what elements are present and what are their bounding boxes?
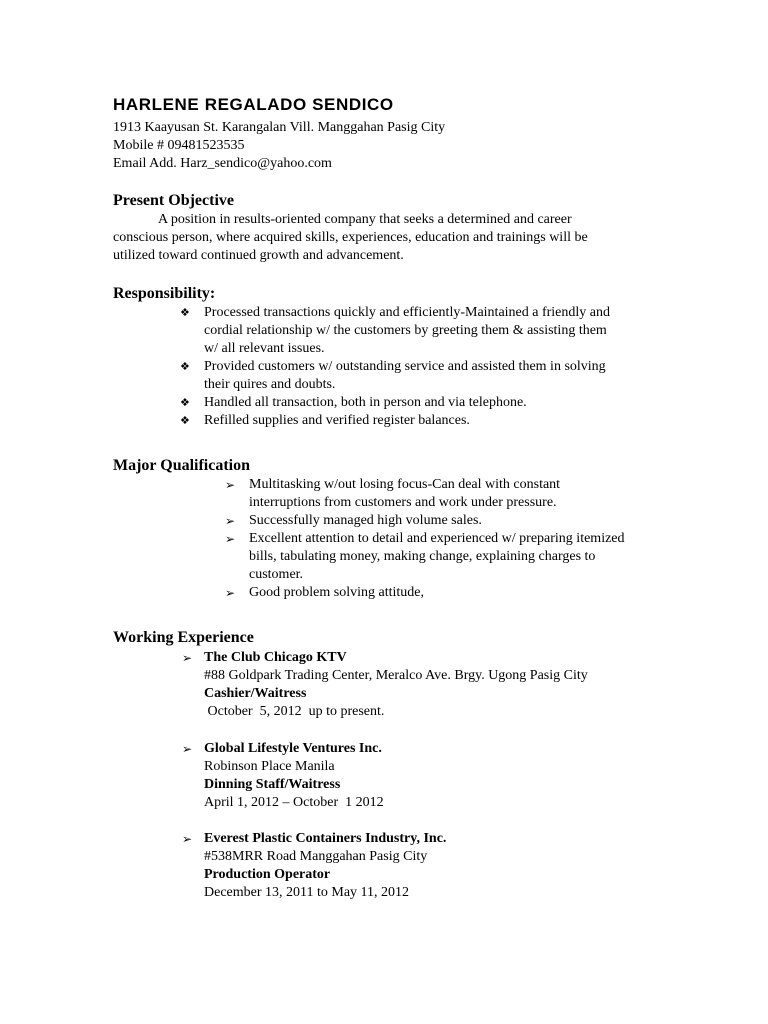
job-company bbox=[182, 830, 447, 848]
list-item bbox=[180, 394, 610, 412]
list-item bbox=[225, 512, 625, 530]
list-item-line: Excellent attention to detail and experienced w/ preparing itemized bbox=[249, 531, 625, 546]
company-name: Global Lifestyle Ventures Inc. bbox=[204, 741, 382, 756]
list-item-line: Refilled supplies and verified register balances. bbox=[204, 413, 470, 428]
diamond-bullet-icon: ❖ bbox=[180, 306, 190, 319]
objective-line: utilized toward continued growth and advancement. bbox=[113, 248, 404, 263]
diamond-bullet-icon: ❖ bbox=[180, 360, 190, 373]
diamond-bullet-icon: ❖ bbox=[180, 396, 190, 409]
list-item-line: w/ all relevant issues. bbox=[204, 341, 325, 356]
arrow-bullet-icon: ➢ bbox=[225, 532, 236, 546]
list-item bbox=[180, 358, 610, 394]
list-item bbox=[225, 476, 625, 512]
list-item bbox=[225, 584, 625, 602]
job-location: Robinson Place Manila bbox=[204, 759, 335, 774]
job-company bbox=[182, 649, 588, 667]
company-name: The Club Chicago KTV bbox=[204, 650, 347, 665]
job-dates: December 13, 2011 to May 11, 2012 bbox=[204, 885, 410, 900]
list-item bbox=[225, 530, 625, 584]
mobile-line: Mobile # 09481523535 bbox=[113, 138, 245, 153]
arrow-bullet-icon: ➢ bbox=[225, 586, 236, 600]
job-role: Cashier/Waitress bbox=[204, 686, 307, 701]
company-name: Everest Plastic Containers Industry, Inc. bbox=[204, 831, 447, 846]
list-item-line: bills, tabulating money, making change, explaining charges to bbox=[249, 549, 596, 564]
list-item-line: Provided customers w/ outstanding service and assisted them in solving bbox=[204, 359, 606, 374]
list-item-line: Good problem solving attitude, bbox=[249, 585, 424, 600]
arrow-bullet-icon: ➢ bbox=[182, 651, 193, 665]
job-location: #538MRR Road Manggahan Pasig City bbox=[204, 849, 428, 864]
job-location: #88 Goldpark Trading Center, Meralco Ave. Brgy. Ugong Pasig City bbox=[204, 668, 588, 683]
list-item-line: customer. bbox=[249, 567, 304, 582]
list-item-line: Handled all transaction, both in person and via telephone. bbox=[204, 395, 527, 410]
list-item-line: cordial relationship w/ the customers by greeting them & assisting them bbox=[204, 323, 607, 338]
arrow-bullet-icon: ➢ bbox=[225, 514, 236, 528]
arrow-bullet-icon: ➢ bbox=[182, 832, 193, 846]
job-dates: October 5, 2012 up to present. bbox=[204, 704, 385, 719]
list-item-line: Processed transactions quickly and efficiently-Maintained a friendly and bbox=[204, 305, 610, 320]
applicant-name: HARLENE REGALADO SENDICO bbox=[113, 95, 394, 114]
experience-heading: Working Experience bbox=[113, 629, 254, 646]
job-entry bbox=[182, 830, 447, 902]
job-entry bbox=[182, 649, 588, 721]
objective-line: conscious person, where acquired skills, experiences, education and trainings will be bbox=[113, 230, 588, 245]
job-company bbox=[182, 740, 384, 758]
objective-heading: Present Objective bbox=[113, 192, 234, 209]
diamond-bullet-icon: ❖ bbox=[180, 414, 190, 427]
arrow-bullet-icon: ➢ bbox=[182, 742, 193, 756]
arrow-bullet-icon: ➢ bbox=[225, 478, 236, 492]
responsibility-list bbox=[180, 304, 610, 430]
job-entry bbox=[182, 740, 384, 812]
objective-line: A position in results-oriented company that seeks a determined and career bbox=[158, 212, 572, 227]
job-role: Dinning Staff/Waitress bbox=[204, 777, 341, 792]
job-dates: April 1, 2012 – October 1 2012 bbox=[204, 795, 384, 810]
responsibility-heading: Responsibility: bbox=[113, 285, 216, 302]
job-role: Production Operator bbox=[204, 867, 331, 882]
email-line: Email Add. Harz_sendico@yahoo.com bbox=[113, 156, 332, 171]
list-item-line: Multitasking w/out losing focus-Can deal with constant bbox=[249, 477, 561, 492]
qualification-list bbox=[225, 476, 625, 602]
list-item-line: their quires and doubts. bbox=[204, 377, 336, 392]
objective-paragraph bbox=[113, 211, 633, 265]
list-item-line: interruptions from customers and work under pressure. bbox=[249, 495, 557, 510]
list-item bbox=[180, 412, 610, 430]
list-item bbox=[180, 304, 610, 358]
qualification-heading: Major Qualification bbox=[113, 457, 251, 474]
contact-block bbox=[113, 119, 445, 173]
list-item-line: Successfully managed high volume sales. bbox=[249, 513, 482, 528]
address-line: 1913 Kaayusan St. Karangalan Vill. Manggahan Pasig City bbox=[113, 120, 446, 135]
